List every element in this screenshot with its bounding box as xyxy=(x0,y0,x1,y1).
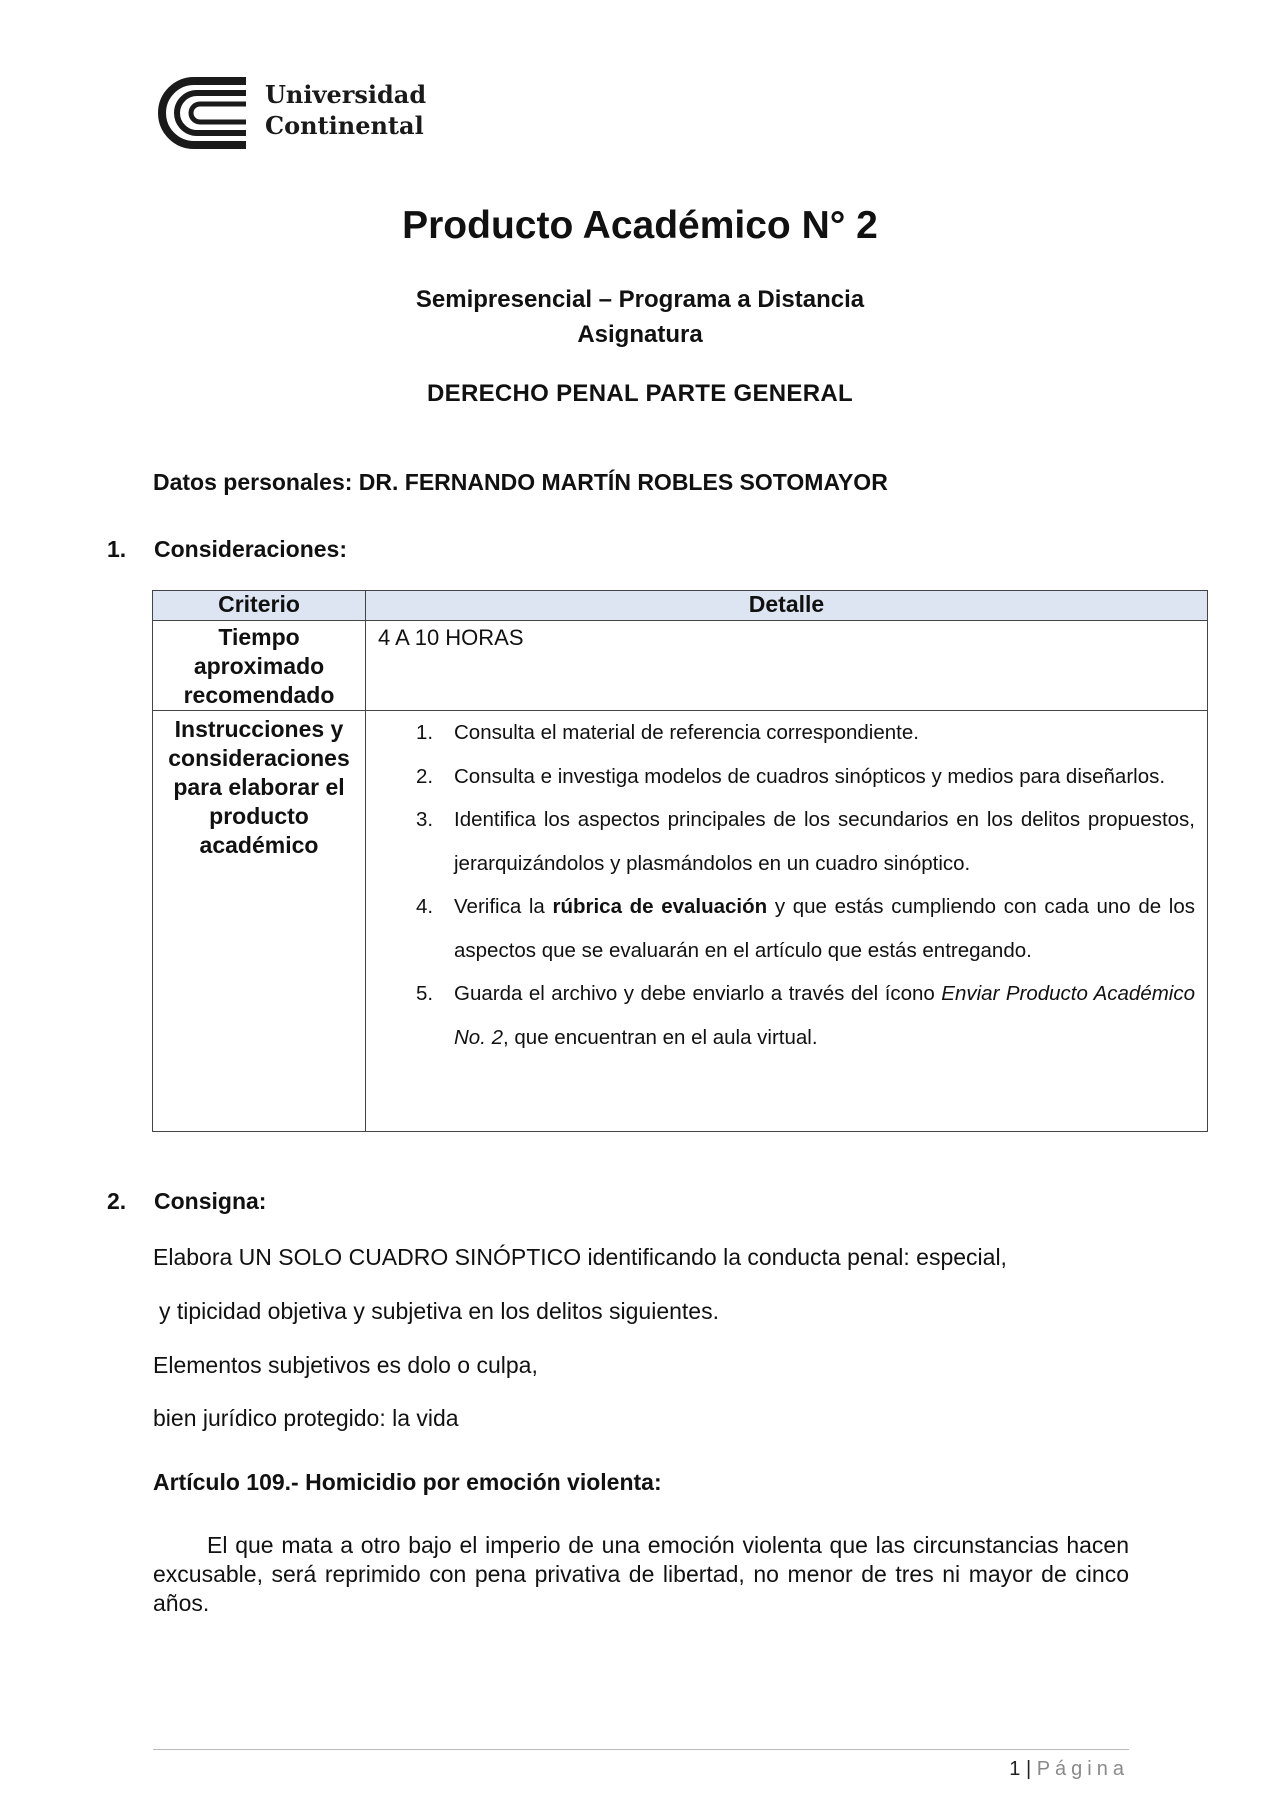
consigna-paragraph: Elementos subjetivos es dolo o culpa, xyxy=(153,1352,538,1378)
list-number: 2. xyxy=(416,764,434,788)
list-text: Guarda el archivo y debe enviarlo a través del ícono xyxy=(454,982,942,1005)
section-label: Consideraciones: xyxy=(154,536,347,562)
list-text: y que estás cumpliendo con cada uno de los aspectos que se evaluarán en el artículo que estás entregando. xyxy=(454,895,1195,962)
table-row xyxy=(153,711,1208,1132)
consigna-paragraph: bien jurídico protegido: la vida xyxy=(153,1405,459,1431)
list-text: Verifica la xyxy=(454,895,553,918)
criterion-cell xyxy=(153,711,366,1132)
table-row xyxy=(153,621,1208,711)
article-text: El que mata a otro bajo el imperio de una emoción violenta que las circunstancias hacen excusable, será reprimido con pena privativa de libertad, no menor de tres ni mayor de cinco años. xyxy=(153,1532,1129,1616)
criterion-label: Tiempo aproximado recomendado xyxy=(183,624,335,708)
section-number: 1. xyxy=(107,536,127,562)
table-header-row xyxy=(153,591,1208,621)
list-text: Consulta el material de referencia correspondiente. xyxy=(454,721,919,744)
subject-label: Asignatura xyxy=(577,321,703,348)
list-item xyxy=(366,972,1195,1059)
list-item xyxy=(366,798,1195,885)
section-label: Consigna: xyxy=(154,1188,267,1214)
continental-logo-icon xyxy=(150,75,254,151)
article-title: Artículo 109.- Homicidio por emoción violenta: xyxy=(153,1469,662,1495)
university-logo xyxy=(150,75,430,151)
list-item xyxy=(366,755,1195,799)
instruction-list xyxy=(366,711,1207,1059)
emphasis-text: rúbrica de evaluación xyxy=(552,895,768,918)
list-item xyxy=(366,885,1195,972)
page-footer xyxy=(1009,1758,1129,1781)
article-body xyxy=(153,1531,1129,1618)
personal-data: Datos personales: DR. FERNANDO MARTÍN ROBLES SOTOMAYOR xyxy=(153,469,888,495)
course-name: DERECHO PENAL PARTE GENERAL xyxy=(427,380,853,407)
consigna-paragraph: Elabora UN SOLO CUADRO SINÓPTICO identificando la conducta penal: especial, xyxy=(153,1244,1007,1270)
section-number: 2. xyxy=(107,1188,127,1214)
logo-wordmark xyxy=(265,79,426,141)
criterion-cell xyxy=(153,621,366,711)
logo-line1: Universidad xyxy=(265,80,427,109)
list-number: 3. xyxy=(416,808,434,831)
footer-separator: | xyxy=(1025,1758,1032,1780)
detail-cell xyxy=(366,711,1208,1132)
criteria-table xyxy=(152,590,1208,1132)
header-detalle: Detalle xyxy=(366,591,1208,621)
list-text: , que encuentran en el aula virtual. xyxy=(503,1025,818,1049)
list-text: Consulta e investiga modelos de cuadros sinópticos y medios para diseñarlos. xyxy=(454,764,1166,788)
list-item xyxy=(366,711,1195,755)
time-value: 4 A 10 HORAS xyxy=(378,625,524,650)
modality-subtitle: Semipresencial – Programa a Distancia xyxy=(415,286,865,313)
page-number: 1 xyxy=(1009,1758,1021,1780)
list-text: Identifica los aspectos principales de los secundarios en los delitos propuestos, jerarquizándolos y plasmándolos en un cuadro sinóptico. xyxy=(454,808,1195,875)
criterion-label: Instrucciones y consideraciones para elaborar el producto académico xyxy=(168,716,350,858)
detail-cell xyxy=(366,621,1208,711)
header-criterio: Criterio xyxy=(153,591,366,621)
logo-line2: Continental xyxy=(265,111,424,140)
consigna-paragraph: y tipicidad objetiva y subjetiva en los delitos siguientes. xyxy=(159,1298,719,1324)
list-number: 1. xyxy=(416,721,434,744)
document-title: Producto Académico N° 2 xyxy=(402,204,878,247)
footer-divider xyxy=(153,1749,1129,1750)
emphasis-text: Enviar Producto Académico No. 2 xyxy=(454,982,1196,1049)
list-number: 4. xyxy=(416,895,434,918)
page-label: Página xyxy=(1036,1758,1129,1780)
list-number: 5. xyxy=(416,982,434,1005)
